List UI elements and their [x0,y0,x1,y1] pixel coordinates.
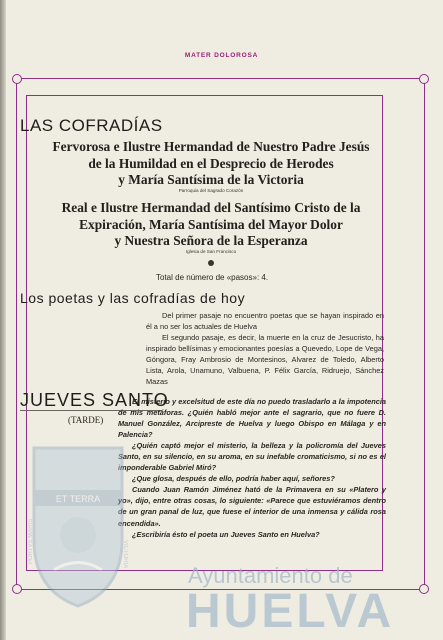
hermandad-2-name [36,200,386,250]
hermandad-1-line: Fervorosa e Ilustre Hermandad de Nuestro Padre Jesús [52,139,370,154]
poetas-body [146,310,384,387]
body-paragraph: El segundo pasaje, es decir, la muerte en la cruz de Jesucristo, ha inspirado bellísimas y emocionantes poesías a Quevedo, Lope de Vega, Góngora, Fray Ambrosio de Montesinos, Alvarez de Toledo, Alberto Lista, Arola, Unamuno, Valbuena, P. Félix García, Ridruejo, Sánchez Mazas [146,333,384,386]
hermandad-2-line: Real e Ilustre Hermandad del Santísimo Cristo de la [61,200,361,215]
crest-motto: ET TERRA [55,494,101,504]
hermandad-1-line: y María Santísima de la Victoria [118,172,304,188]
watermark-line-1: Ayuntamiento de [188,563,353,588]
frame-corner-ornament [419,584,429,594]
watermark-line-2: HUELVA [186,585,395,638]
body-paragraph: ¿Escribiría ésto el poeta un Jueves Santo en Huelva? [132,529,320,539]
hermandad-2-line: Expiración, María Santísima del Mayor Dolor [79,216,343,232]
section-subtitle-tarde: (TARDE) [68,415,104,425]
section-title-poetas: Los poetas y las cofradías de hoy [20,290,246,306]
body-paragraph: Del primer pasaje no encuentro poetas que se hayan inspirado en él a no ser los actuales de Huelva [146,311,384,331]
hermandad-1-parroquia: Parroquia del Sagrado Corazón [178,188,244,193]
frame-corner-ornament [419,74,429,84]
crest-left-text: PORTVS MARIS [28,518,34,564]
hermandad-1-name [36,139,386,189]
frame-corner-ornament [12,74,22,84]
page-spine-shadow [0,0,6,640]
crest-right-text: VICTORIA [122,540,128,569]
jueves-santo-body [118,396,386,540]
hermandad-2-parroquia: Iglesia de San Francisco [185,249,237,254]
body-paragraph: El misterio y excelsitud de este día no puedo trasladarlo a la impotencia de mis metáforas. ¿Quién habló mejor ante el sagrario, que no fuere D. Manuel González, Arcipreste de Huelva y luego Obispo en Málaga y en Palencia? [118,397,386,440]
section-title-jueves-santo: JUEVES SANTO [20,390,169,410]
body-paragraph: ¿Quién captó mejor el misterio, la belleza y la policromía del Jueves Santo, en su silencio, en su aroma, en su inefable cromaticismo, si no es el imponderable Gabriel Miró? [118,441,386,473]
ornament-icon [208,260,214,266]
body-paragraph: Cuando Juan Ramón Jiménez ható de la Primavera en su «Platero y yo», dijo, entre otras cosas, lo siguiente: «Parece que estuviéramos dentro de un gran panal de luz, que fuese el interior de una inmensa y cálida rosa encendida». [118,485,386,528]
running-header: MATER DOLOROSA [184,52,259,59]
total-pasos: Total de número de «pasos»: 4. [156,273,269,282]
hermandad-2-line: y Nuestra Señora de la Esperanza [114,233,308,249]
section-title-cofradias: LAS COFRADÍAS [20,116,163,135]
frame-corner-ornament [12,584,22,594]
hermandad-1-line: de la Humildad en el Desprecio de Herodes [88,155,334,171]
body-paragraph: ¿Que glosa, después de ello, podría haber aquí, señores? [132,474,335,484]
huelva-crest-icon [24,440,132,610]
